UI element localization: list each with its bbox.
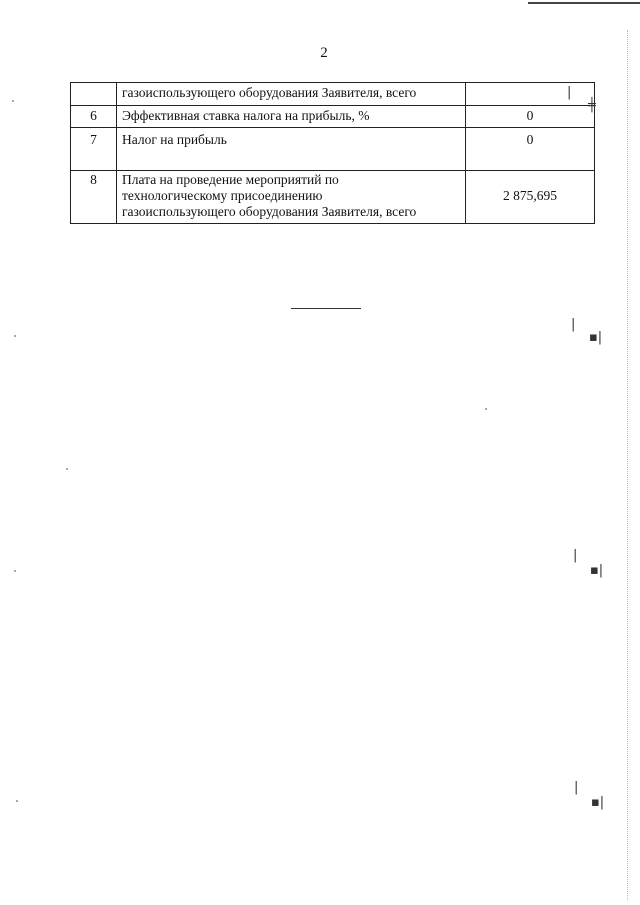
scan-artifact-mark: | [571,317,576,332]
row-number [71,83,117,106]
table-row [71,171,595,224]
scan-top-line [528,2,640,4]
table-row [71,106,595,128]
row-value: 0 [466,128,595,171]
scan-speck [12,100,14,102]
row-value [466,83,595,106]
end-of-document-rule [291,308,361,309]
scan-speck [14,570,16,572]
row-description [117,171,466,224]
row-value: 0 [466,106,595,128]
row-description-line: газоиспользующего оборудования Заявителя, всего [122,204,417,219]
row-number: 7 [71,128,117,171]
scan-artifact-mark: | [574,780,579,795]
row-description-line: газоиспользующего оборудования Заявителя, всего [122,85,417,100]
row-description [117,128,466,171]
row-description [117,106,466,128]
row-description [117,83,466,106]
row-number: 8 [71,171,117,224]
row-description-line: технологическому присоединению [122,188,323,203]
row-description-line: Налог на прибыль [122,132,227,147]
scan-artifact-mark: | [567,85,572,100]
row-value: 2 875,695 [466,171,595,224]
scan-margin-line [627,30,628,900]
scan-speck [14,335,16,337]
scan-artifact-mark: ▪| [589,330,603,345]
scan-speck [66,468,68,470]
scan-speck [485,408,487,410]
row-description-line: Плата на проведение мероприятий по [122,172,339,187]
table-row [71,83,595,106]
page-number: 2 [320,45,328,61]
row-number: 6 [71,106,117,128]
scan-artifact-mark: ▪| [591,795,605,810]
cost-table [70,82,595,224]
scan-artifact-mark: ▪| [590,563,604,578]
scan-artifact-mark: ╪ [588,98,596,113]
scan-speck [16,800,18,802]
scan-artifact-mark: | [573,548,578,563]
row-description-line: Эффективная ставка налога на прибыль, % [122,108,370,123]
table-row [71,128,595,171]
